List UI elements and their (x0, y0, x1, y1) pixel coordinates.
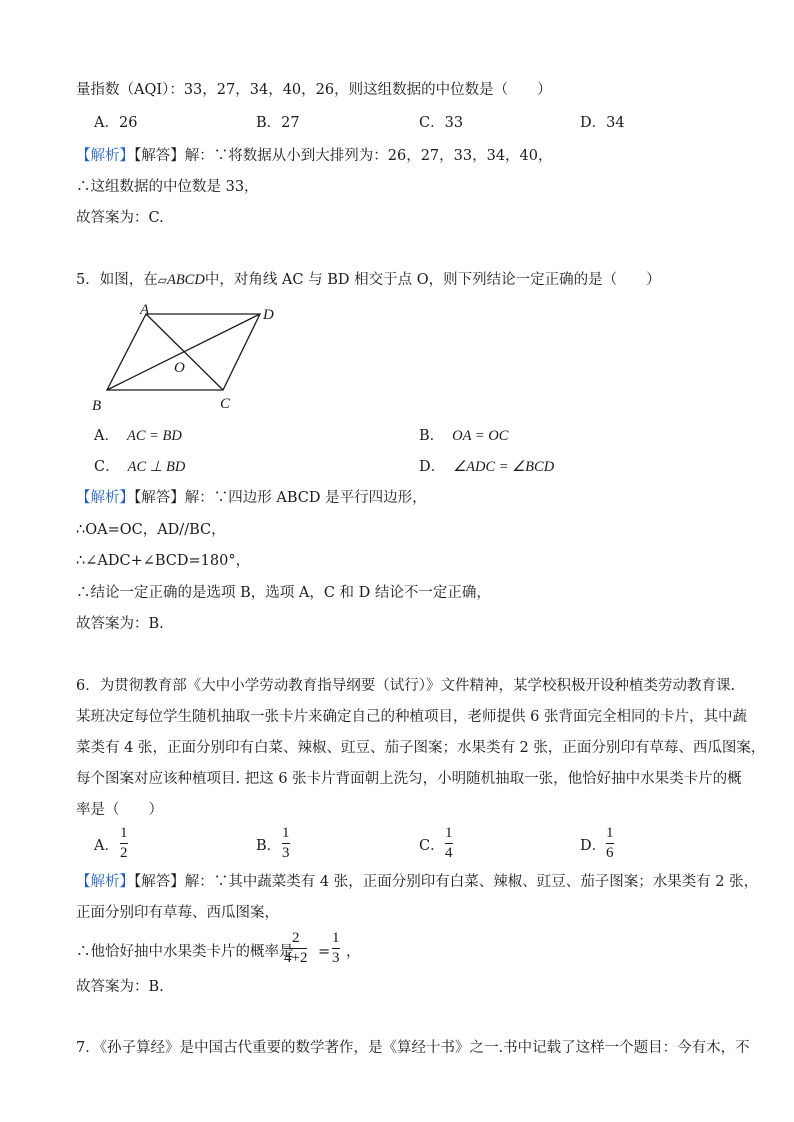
q6-equals-sign: = (318, 944, 331, 960)
q6-answer: 故答案为：B. (76, 979, 164, 995)
q4-solution-line-2: ∴这组数据的中位数是 33， (76, 179, 259, 195)
q4-option-c: C．33 (419, 115, 464, 131)
label-b: B (92, 398, 102, 414)
q4-solution-line-1: 【解析】【解答】解：∵将数据从小到大排列为：26，27，33，34，40， (76, 148, 553, 164)
analysis-tag: 【解析】 (76, 874, 134, 890)
q6-solution-comma: ， (346, 944, 361, 960)
q6-solution-line-1: 【解析】【解答】解：∵其中蔬菜类有 4 张，正面分别印有白菜、辣椒、豇豆、茄子图案；水果类有 2 张， (76, 874, 759, 890)
q6-option-c-fraction: 1 4 (445, 825, 453, 861)
q6-option-a-letter: A． (94, 838, 119, 854)
q5-solution-line-3: ∴∠ADC+∠BCD=180°， (76, 553, 251, 569)
q5-option-c: C． AC ⊥ BD (94, 459, 186, 475)
q6-solution-line-2: 正面分别印有草莓、西瓜图案， (76, 905, 279, 921)
parallelogram-symbol: ▱ (157, 273, 167, 287)
q7-stem-line-1: 7．《孙子算经》是中国古代重要的数学著作，是《算经十书》之一.书中记载了这样一个题目：今有木，不 (76, 1040, 750, 1056)
q6-stem-line-5: 率是（ ） (76, 802, 163, 818)
diagonal-bd (107, 314, 260, 390)
q6-stem-line-4: 每个图案对应该种植项目. 把这 6 张卡片背面朝上洗匀，小明随机抽取一张，他恰好抽中水果类卡片的概 (76, 771, 742, 787)
q6-option-d-fraction: 1 6 (606, 825, 614, 861)
q6-option-d-letter: D． (580, 838, 607, 854)
label-a: A (140, 302, 150, 318)
label-d: D (263, 307, 274, 323)
q5-solution-line-2: ∴OA=OC，AD//BC， (76, 522, 226, 538)
analysis-tag: 【解析】 (76, 148, 134, 164)
q4-answer: 故答案为：C. (76, 210, 164, 226)
q5-option-b: B． OA = OC (419, 428, 509, 444)
q5-stem: 5．如图，在▱ABCD中，对角线 AC 与 BD 相交于点 O，则下列结论一定正确的是（ ） (76, 272, 661, 288)
q4-option-d: D．34 (580, 115, 625, 131)
q6-option-b-fraction: 1 3 (282, 825, 290, 861)
q6-solution-line-3-text: ∴他恰好抽中水果类卡片的概率是 (76, 944, 294, 960)
q4-stem: 量指数（AQI）：33，27，34，40，26，则这组数据的中位数是（ ） (76, 82, 552, 98)
label-o: O (174, 360, 185, 376)
q6-stem-line-3: 菜类有 4 张，正面分别印有白菜、辣椒、豇豆、茄子图案；水果类有 2 张，正面分别印有草莓、西瓜图案， (76, 740, 766, 756)
q4-option-a: A．26 (94, 115, 138, 131)
q6-option-a-fraction: 1 2 (120, 825, 128, 861)
analysis-tag: 【解析】 (76, 490, 134, 506)
q5-solution-line-1: 【解析】【解答】解：∵四边形 ABCD 是平行四边形， (76, 490, 427, 506)
q6-probability-fraction: 2 4+2 (284, 930, 308, 966)
q6-option-b-letter: B． (256, 838, 282, 854)
parallelogram-figure (90, 300, 390, 415)
q5-option-a: A． AC = BD (94, 428, 182, 444)
q5-answer: 故答案为：B. (76, 616, 164, 632)
label-c: C (220, 396, 231, 412)
q6-stem-line-2: 某班决定每位学生随机抽取一张卡片来确定自己的种植项目，老师提供 6 张背面完全相同的卡片，其中蔬 (76, 709, 747, 725)
q5-option-d: D． ∠ADC = ∠BCD (419, 459, 555, 475)
q6-stem-line-1: 6．为贯彻教育部《大中小学劳动教育指导纲要（试行）》文件精神，某学校积极开设种植类劳动教育课. (76, 678, 736, 694)
q6-option-c-letter: C． (419, 838, 445, 854)
q4-option-b: B．27 (256, 115, 300, 131)
q6-result-fraction: 1 3 (332, 930, 340, 966)
q5-solution-line-4: ∴结论一定正确的是选项 B，选项 A，C 和 D 结论不一定正确， (76, 585, 491, 601)
